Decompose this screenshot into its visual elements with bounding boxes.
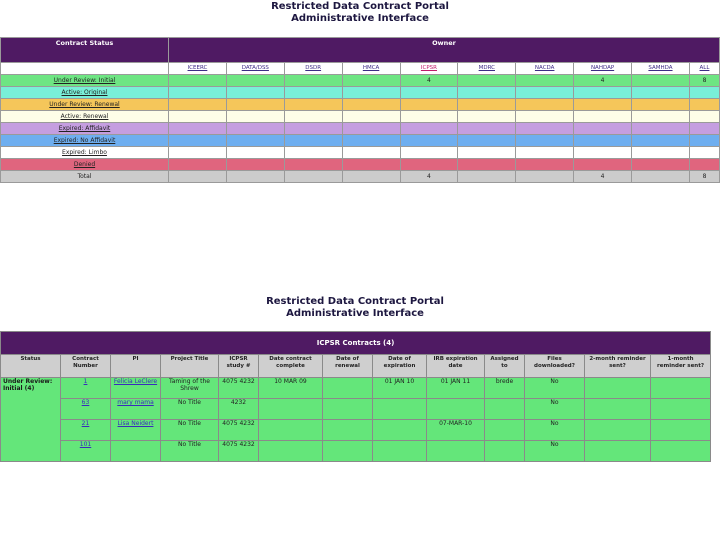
cell-expiration: 01 JAN 10 <box>373 378 427 399</box>
cell-irb <box>427 399 485 420</box>
count-cell <box>342 111 400 123</box>
contract-number-link[interactable]: 63 <box>81 399 90 406</box>
portal-subtitle: Administrative Interface <box>291 13 429 24</box>
count-cell: 4 <box>574 75 632 87</box>
portal-title: Restricted Data Contract Portal <box>271 1 449 12</box>
column-header-pi: PI <box>111 355 161 378</box>
owner-link-hmca[interactable]: HMCA <box>342 63 400 75</box>
owner-link-nahdap[interactable]: NAHDAP <box>574 63 632 75</box>
count-cell <box>169 171 227 183</box>
cell-pi <box>111 420 161 441</box>
count-cell <box>689 87 719 99</box>
cell-project: Taming of the Shrew <box>161 378 219 399</box>
count-cell <box>226 75 284 87</box>
status-row <box>1 99 720 111</box>
count-cell <box>400 87 458 99</box>
column-header-project-title: Project Title <box>161 355 219 378</box>
count-cell <box>632 147 690 159</box>
contracts-caption: ICPSR Contracts (4) <box>1 332 711 355</box>
pi-link[interactable]: Lisa Neidert <box>117 420 154 427</box>
cell-complete <box>259 420 323 441</box>
owner-link-mdrc[interactable]: MDRC <box>458 63 516 75</box>
count-cell <box>284 171 342 183</box>
pi-link[interactable]: mary mama <box>117 399 154 406</box>
contract-row <box>1 441 711 462</box>
owner-link-samhda[interactable]: SAMHDA <box>632 63 690 75</box>
count-cell <box>169 99 227 111</box>
cell-pi <box>111 378 161 399</box>
count-cell <box>516 123 574 135</box>
count-cell <box>516 111 574 123</box>
count-cell <box>400 99 458 111</box>
portal-title: Restricted Data Contract Portal <box>266 296 444 307</box>
count-cell <box>169 147 227 159</box>
count-cell <box>516 159 574 171</box>
count-cell <box>458 99 516 111</box>
cell-expiration <box>373 420 427 441</box>
cell-project: No Title <box>161 399 219 420</box>
count-cell: 4 <box>400 75 458 87</box>
contract-number-link[interactable]: 101 <box>79 441 92 448</box>
cell-rem1 <box>651 420 711 441</box>
count-cell <box>516 171 574 183</box>
cell-files: No <box>525 420 585 441</box>
status-label-cell[interactable] <box>1 99 169 111</box>
cell-rem1 <box>651 441 711 462</box>
owner-link-iceerc[interactable]: ICEERC <box>169 63 227 75</box>
owner-link-icpsr[interactable]: ICPSR <box>400 63 458 75</box>
count-cell <box>516 75 574 87</box>
count-cell <box>632 99 690 111</box>
cell-complete <box>259 399 323 420</box>
status-link[interactable]: Expired: Affidavit <box>58 125 111 132</box>
portal-subtitle: Administrative Interface <box>286 308 424 319</box>
count-cell <box>574 99 632 111</box>
count-cell <box>169 135 227 147</box>
status-row <box>1 171 720 183</box>
count-cell <box>516 87 574 99</box>
count-cell <box>169 87 227 99</box>
count-cell <box>284 147 342 159</box>
status-row <box>1 147 720 159</box>
owner-link-dsdr[interactable]: DSDR <box>284 63 342 75</box>
owner-link-datadss[interactable]: DATA/DSS <box>226 63 284 75</box>
contract-status-header: Contract Status <box>1 38 169 63</box>
count-cell <box>226 99 284 111</box>
cell-files: No <box>525 399 585 420</box>
owner-link-all[interactable]: ALL <box>689 63 719 75</box>
cell-renewal <box>323 378 373 399</box>
count-cell <box>226 147 284 159</box>
count-cell <box>284 87 342 99</box>
count-cell <box>226 123 284 135</box>
count-cell <box>458 123 516 135</box>
count-cell <box>400 135 458 147</box>
count-cell <box>458 171 516 183</box>
count-cell <box>458 135 516 147</box>
contract-row <box>1 399 711 420</box>
status-link[interactable]: Under Review: Initial <box>53 77 116 84</box>
cell-irb: 07-MAR-10 <box>427 420 485 441</box>
count-cell <box>574 147 632 159</box>
count-cell <box>226 171 284 183</box>
cell-irb <box>427 441 485 462</box>
cell-files: No <box>525 441 585 462</box>
contract-row <box>1 378 711 399</box>
cell-project: No Title <box>161 441 219 462</box>
status-link[interactable]: Under Review: Renewal <box>49 101 120 108</box>
status-link[interactable]: Denied <box>73 161 96 168</box>
status-link[interactable]: Active: Renewal <box>60 113 109 120</box>
count-cell <box>689 159 719 171</box>
cell-pi <box>111 399 161 420</box>
cell-rem2 <box>585 420 651 441</box>
count-cell <box>632 111 690 123</box>
status-label-cell: Total <box>1 171 169 183</box>
count-cell <box>342 123 400 135</box>
count-cell <box>632 87 690 99</box>
count-cell <box>342 159 400 171</box>
blank-header-cell <box>1 63 169 75</box>
count-cell <box>284 75 342 87</box>
pi-link[interactable]: Felicia LeClere <box>113 378 158 385</box>
count-cell <box>574 135 632 147</box>
count-cell <box>342 99 400 111</box>
count-cell <box>226 135 284 147</box>
count-cell <box>458 147 516 159</box>
count-cell <box>284 99 342 111</box>
column-header-contract-number: Contract Number <box>61 355 111 378</box>
count-cell <box>342 75 400 87</box>
status-label-cell[interactable] <box>1 147 169 159</box>
cell-rem2 <box>585 441 651 462</box>
count-cell <box>632 159 690 171</box>
status-row <box>1 87 720 99</box>
count-cell <box>226 87 284 99</box>
count-cell <box>342 147 400 159</box>
cell-renewal <box>323 441 373 462</box>
count-cell <box>632 171 690 183</box>
cell-pi <box>111 441 161 462</box>
cell-files: No <box>525 378 585 399</box>
cell-renewal <box>323 399 373 420</box>
count-cell <box>400 147 458 159</box>
count-cell <box>284 135 342 147</box>
count-cell <box>284 111 342 123</box>
count-cell <box>574 111 632 123</box>
cell-irb: 01 JAN 11 <box>427 378 485 399</box>
cell-number <box>61 441 111 462</box>
column-header-1-month-reminder-sent: 1-month reminder sent? <box>651 355 711 378</box>
owner-header: Owner <box>169 38 720 63</box>
column-header-assigned-to: Assigned to <box>485 355 525 378</box>
count-cell <box>458 159 516 171</box>
cell-complete <box>259 441 323 462</box>
status-label-cell[interactable] <box>1 111 169 123</box>
count-cell <box>689 135 719 147</box>
cell-expiration <box>373 441 427 462</box>
count-cell: 4 <box>400 171 458 183</box>
cell-number <box>61 378 111 399</box>
count-cell <box>342 171 400 183</box>
cell-study: 4075 4232 <box>219 420 259 441</box>
count-cell <box>342 87 400 99</box>
count-cell <box>516 99 574 111</box>
count-cell <box>632 123 690 135</box>
count-cell <box>342 135 400 147</box>
cell-study: 4075 4232 <box>219 378 259 399</box>
status-link[interactable]: Expired: Limbo <box>62 149 107 156</box>
count-cell <box>689 111 719 123</box>
count-cell <box>458 87 516 99</box>
status-row <box>1 75 720 87</box>
count-cell: 8 <box>689 171 719 183</box>
column-header-date-of-expiration: Date of expiration <box>373 355 427 378</box>
cell-rem1 <box>651 378 711 399</box>
count-cell <box>689 147 719 159</box>
count-cell <box>574 87 632 99</box>
status-row <box>1 123 720 135</box>
count-cell <box>458 75 516 87</box>
column-header-status: Status <box>1 355 61 378</box>
cell-rem2 <box>585 399 651 420</box>
cell-rem1 <box>651 399 711 420</box>
count-cell <box>226 159 284 171</box>
owner-link-nacda[interactable]: NACDA <box>516 63 574 75</box>
count-cell: 4 <box>574 171 632 183</box>
count-cell <box>400 111 458 123</box>
cell-assigned <box>485 399 525 420</box>
cell-number <box>61 420 111 441</box>
cell-number <box>61 399 111 420</box>
count-cell <box>226 111 284 123</box>
cell-expiration <box>373 399 427 420</box>
count-cell <box>574 123 632 135</box>
column-header-date-of-renewal: Date of renewal <box>323 355 373 378</box>
count-cell <box>169 159 227 171</box>
cell-complete: 10 MAR 09 <box>259 378 323 399</box>
column-header-irb-expiration-date: IRB expiration date <box>427 355 485 378</box>
cell-project: No Title <box>161 420 219 441</box>
cell-renewal <box>323 420 373 441</box>
count-cell <box>400 159 458 171</box>
contract-number-link[interactable]: 21 <box>81 420 90 427</box>
count-cell <box>400 123 458 135</box>
status-label-cell[interactable] <box>1 75 169 87</box>
count-cell <box>574 159 632 171</box>
column-header-icpsr-study: ICPSR study # <box>219 355 259 378</box>
cell-assigned <box>485 420 525 441</box>
count-cell <box>632 135 690 147</box>
cell-study: 4075 4232 <box>219 441 259 462</box>
count-cell <box>516 147 574 159</box>
status-label-cell[interactable] <box>1 159 169 171</box>
cell-assigned: brede <box>485 378 525 399</box>
status-row <box>1 159 720 171</box>
column-header-files-downloaded: Files downloaded? <box>525 355 585 378</box>
contract-status-summary-table <box>0 37 720 183</box>
count-cell <box>284 123 342 135</box>
icpsr-contracts-table <box>0 331 711 462</box>
count-cell <box>169 75 227 87</box>
contract-number-link[interactable]: 1 <box>83 378 88 385</box>
count-cell <box>169 123 227 135</box>
column-header-date-contract-complete: Date contract complete <box>259 355 323 378</box>
status-row <box>1 111 720 123</box>
status-label-cell[interactable] <box>1 87 169 99</box>
count-cell <box>689 123 719 135</box>
count-cell <box>689 99 719 111</box>
status-cell: Under Review: Initial (4) <box>1 378 61 462</box>
status-row <box>1 135 720 147</box>
count-cell: 8 <box>689 75 719 87</box>
cell-study: 4232 <box>219 399 259 420</box>
count-cell <box>169 111 227 123</box>
cell-assigned <box>485 441 525 462</box>
count-cell <box>516 135 574 147</box>
count-cell <box>458 111 516 123</box>
status-link[interactable]: Active: Original <box>61 89 108 96</box>
column-header-2-month-reminder-sent: 2-month reminder sent? <box>585 355 651 378</box>
cell-rem2 <box>585 378 651 399</box>
contract-row <box>1 420 711 441</box>
count-cell <box>284 159 342 171</box>
count-cell <box>632 75 690 87</box>
page-title-bottom <box>200 296 510 320</box>
status-label-cell[interactable] <box>1 123 169 135</box>
page-title-top <box>0 1 720 25</box>
status-label-cell[interactable] <box>1 135 169 147</box>
status-link[interactable]: Expired: No Affidavit <box>53 137 116 144</box>
